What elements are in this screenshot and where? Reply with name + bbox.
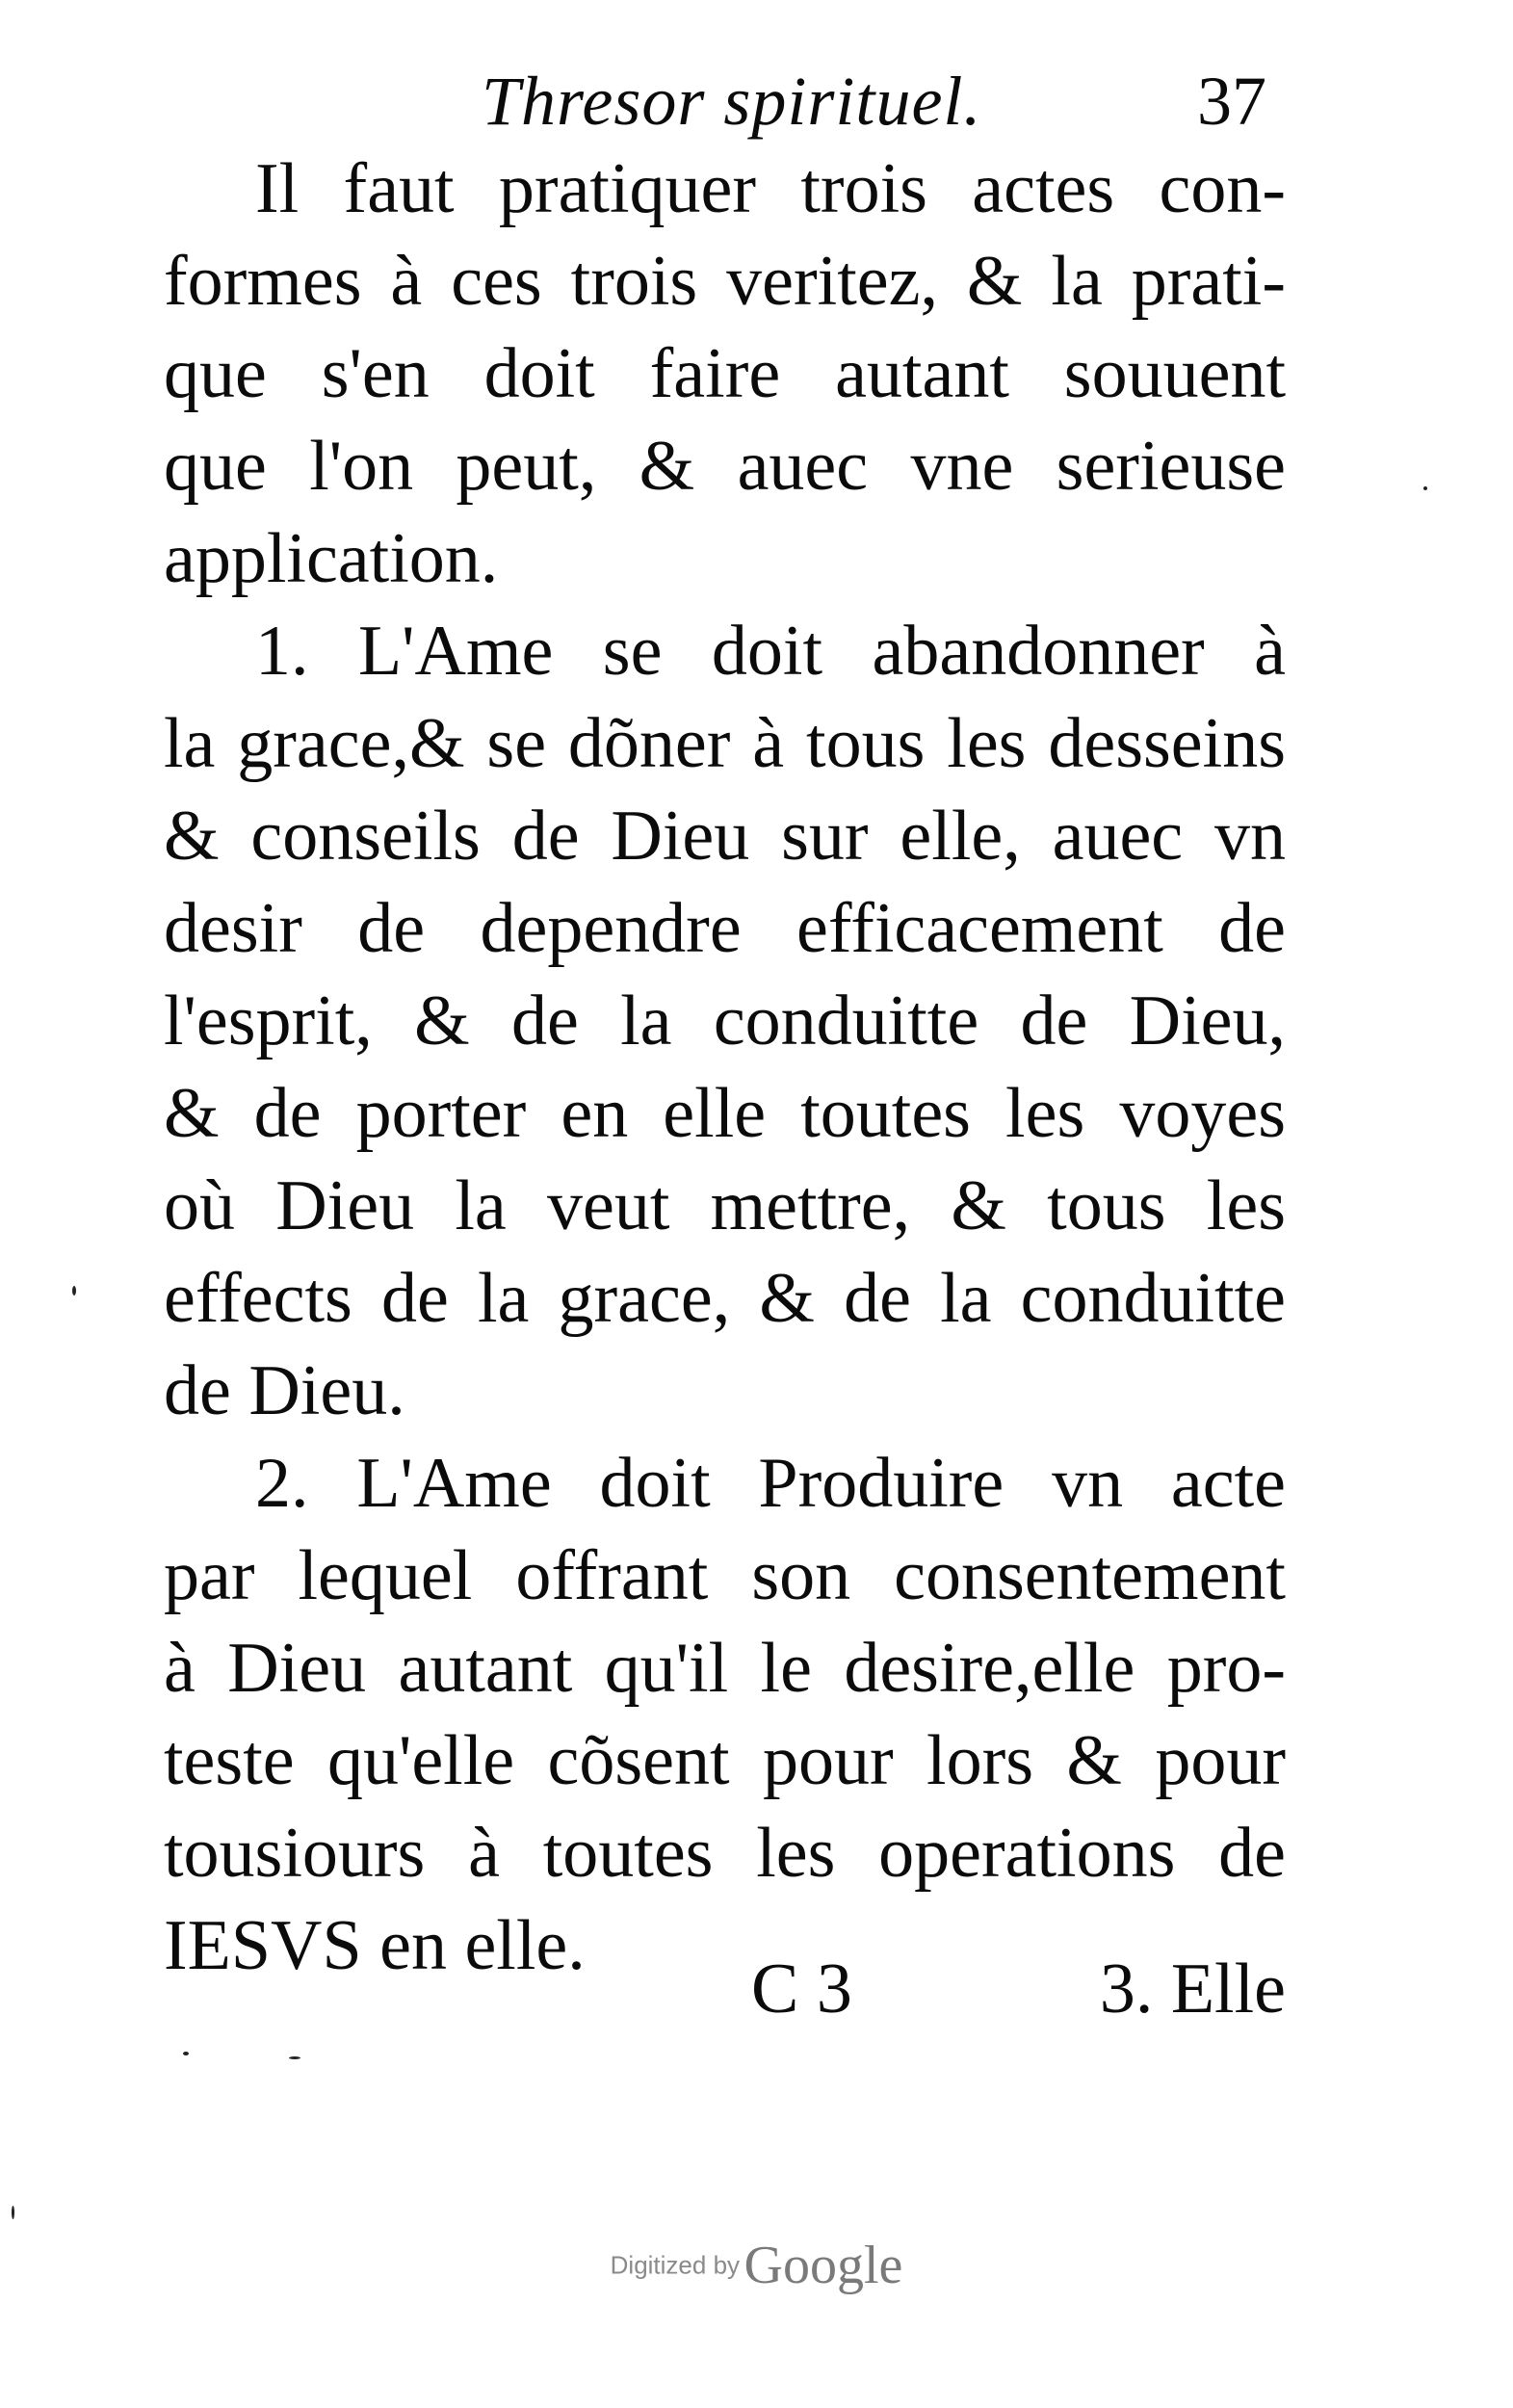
- text-line: tousiours à toutes les operations de: [164, 1814, 1286, 1893]
- page-number: 37: [1197, 63, 1266, 140]
- text-line: formes à ces trois veritez, & la prati-: [164, 242, 1286, 321]
- signature-line: [164, 1936, 1286, 2042]
- scan-speck: [12, 2206, 14, 2219]
- body-text: [164, 143, 1286, 1992]
- catchword: 3. Elle: [1099, 1950, 1286, 2028]
- text-line: effects de la grace, & de la conduitte: [164, 1259, 1286, 1338]
- scan-speck: [72, 1286, 76, 1296]
- digitized-by-watermark: [0, 2235, 1513, 2296]
- text-line: 1. L'Ame se doit abandonner à: [255, 612, 1286, 691]
- text-line: desir de dependre efficacement de: [164, 889, 1286, 968]
- digitized-prefix: Digitized by: [610, 2250, 741, 2280]
- text-line: de Dieu.: [164, 1351, 405, 1430]
- text-line: l'esprit, & de la conduitte de Dieu,: [164, 982, 1286, 1060]
- text-line: Il faut pratiquer trois actes con-: [255, 149, 1286, 228]
- text-line: où Dieu la veut mettre, & tous les: [164, 1166, 1286, 1245]
- text-line: & de porter en elle toutes les voyes: [164, 1074, 1286, 1153]
- running-title: Thresor spirituel.: [482, 63, 982, 140]
- text-line: & conseils de Dieu sur elle, auec vn: [164, 797, 1286, 876]
- text-line: la grace,& se dõner à tous les desseins: [164, 704, 1286, 783]
- google-logo: Google: [743, 2236, 903, 2295]
- running-head: [164, 53, 1286, 149]
- scan-speck: [289, 2056, 300, 2059]
- text-line: par lequel offrant son consentement: [164, 1536, 1286, 1615]
- scan-speck: [1423, 486, 1427, 490]
- scan-speck: [183, 2052, 189, 2055]
- text-line: IESVS en elle.: [164, 1906, 586, 1985]
- text-line: 2. L'Ame doit Produire vn acte: [255, 1444, 1286, 1523]
- text-line: application.: [164, 519, 499, 598]
- text-line: que l'on peut, & auec vne serieuse: [164, 427, 1286, 506]
- text-line: à Dieu autant qu'il le desire,elle pro-: [164, 1629, 1286, 1708]
- text-line: teste qu'elle cõsent pour lors & pour: [164, 1721, 1286, 1800]
- text-line: que s'en doit faire autant souuent: [164, 334, 1286, 413]
- signature-mark: C 3: [751, 1950, 852, 2028]
